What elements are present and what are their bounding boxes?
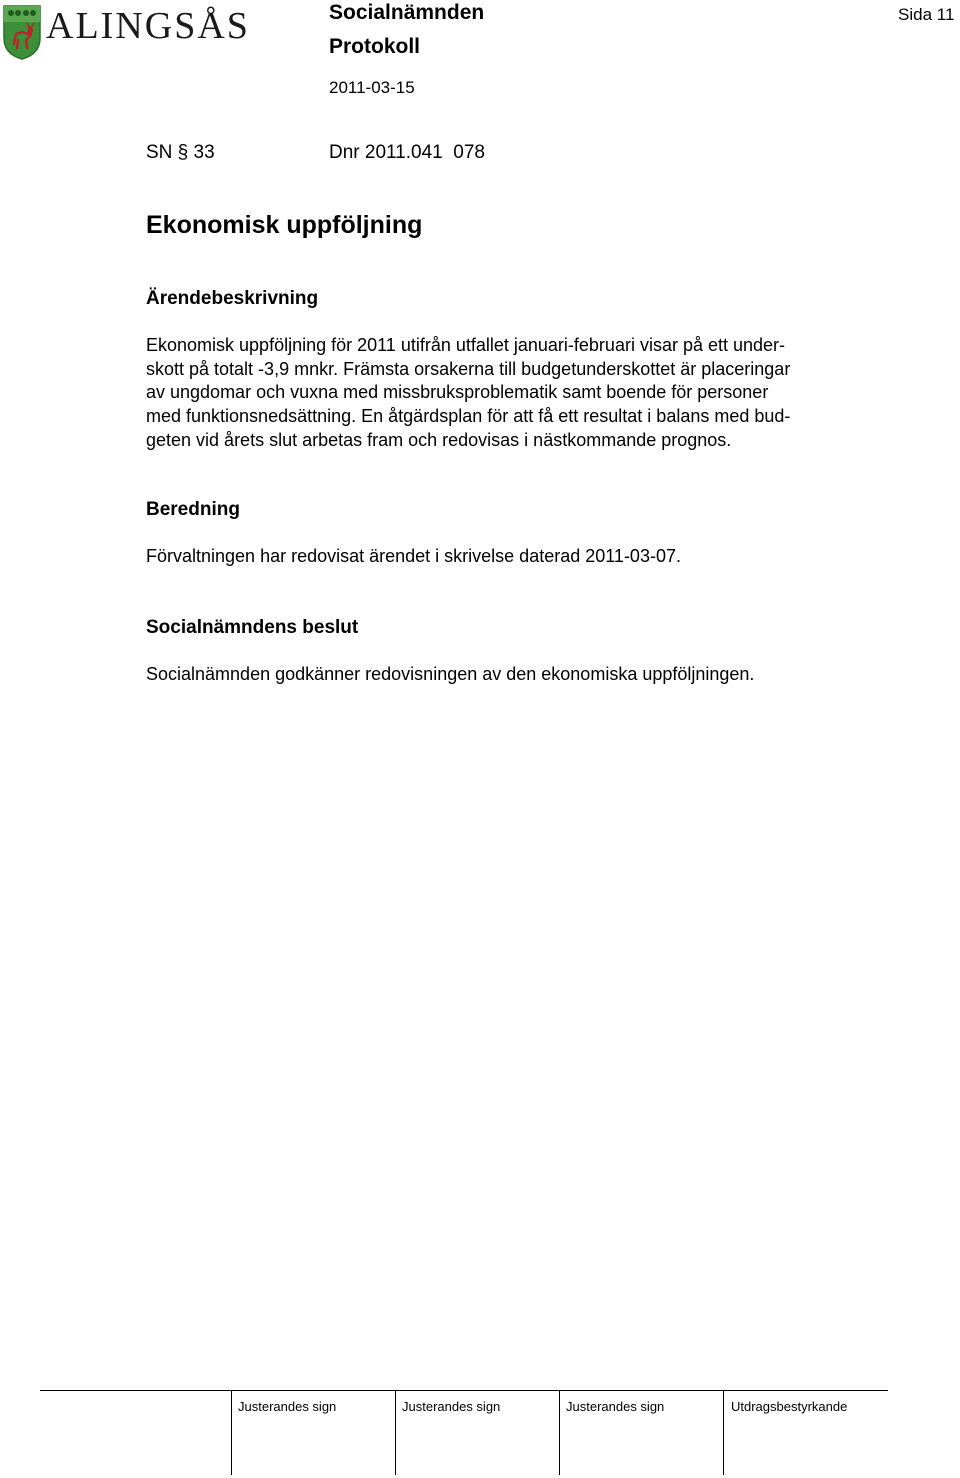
description-text: [146, 334, 886, 453]
signature-table-top-border: [40, 1390, 888, 1391]
section-heading-preparation: Beredning: [146, 499, 240, 520]
description-line: av ungdomar och vuxna med missbruksproblematik samt boende för personer: [146, 382, 769, 403]
signature-divider: [723, 1390, 724, 1475]
document-type: Protokoll: [329, 35, 421, 58]
coat-of-arms-icon: [2, 4, 42, 60]
section-heading-description: Ärendebeskrivning: [146, 288, 319, 309]
signature-divider: [231, 1390, 232, 1475]
page-title: Ekonomisk uppföljning: [146, 211, 423, 239]
certification-label: Utdragsbestyrkande: [731, 1399, 848, 1414]
decision-text: Socialnämnden godkänner redovisningen av den ekonomiska uppföljningen.: [146, 664, 755, 684]
signature-label: Justerandes sign: [238, 1399, 337, 1414]
case-number: SN § 33: [146, 142, 215, 163]
municipality-logo: [2, 4, 262, 62]
signature-divider: [395, 1390, 396, 1475]
signature-label: Justerandes sign: [402, 1399, 501, 1414]
logo-wordmark: ALINGSÅS: [46, 5, 250, 47]
description-line: Ekonomisk uppföljning för 2011 utifrån utfallet januari-februari visar på ett under-: [146, 335, 786, 355]
signature-label: Justerandes sign: [566, 1399, 665, 1414]
preparation-text: Förvaltningen har redovisat ärendet i skrivelse daterad 2011-03-07.: [146, 546, 681, 566]
description-line: geten vid årets slut arbetas fram och redovisas i nästkommande prognos.: [146, 429, 732, 450]
signature-divider: [559, 1390, 560, 1475]
description-line: skott på totalt -3,9 mnkr. Främsta orsakerna till budgetunderskottet är placeringar: [146, 358, 791, 379]
committee-name: Socialnämnden: [329, 1, 485, 24]
section-heading-decision: Socialnämndens beslut: [146, 617, 359, 638]
meeting-date: 2011-03-15: [329, 78, 415, 97]
registration-number: Dnr 2011.041 078: [329, 142, 485, 163]
page-number: Sida 11: [898, 5, 955, 24]
description-line: med funktionsnedsättning. En åtgärdsplan för att få ett resultat i balans med bud-: [146, 406, 791, 427]
